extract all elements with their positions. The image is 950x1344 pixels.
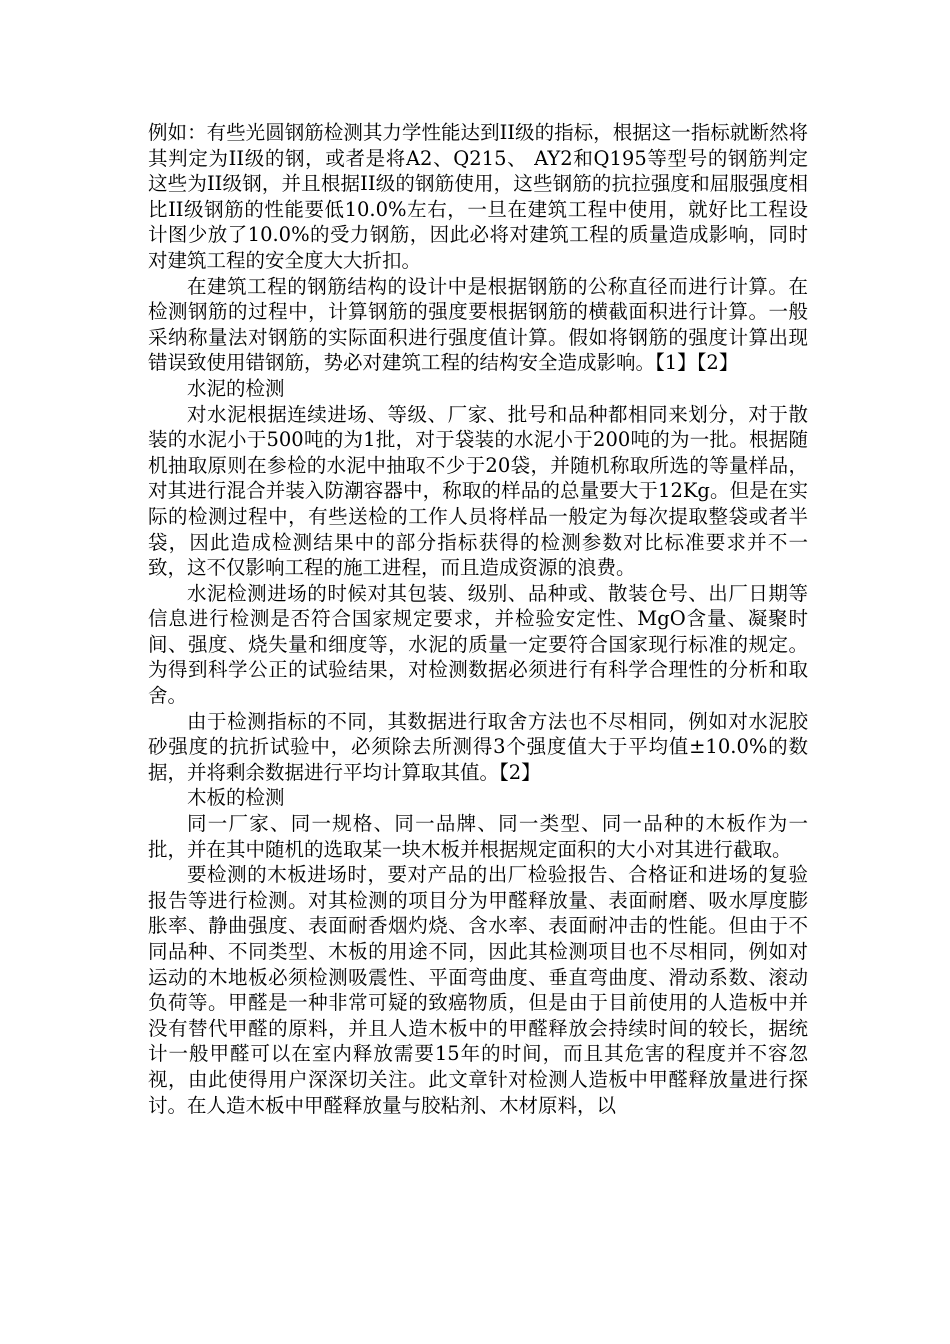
section-heading-cement: 水泥的检测 xyxy=(187,376,285,400)
body-paragraph-2: 在建筑工程的钢筋结构的设计中是根据钢筋的公称直径而进行计算。在检测钢筋的过程中，计算钢筋的强度要根据钢筋的横截面积进行计算。一般采纳称量法对钢筋的实际面积进行强度值计算。假如将钢筋的强度计算出现错误致使用错钢筋，势必对建筑工程的结构安全造成影响。【1】【2】 xyxy=(148,274,808,375)
body-paragraph-4: 水泥检测进场的时候对其包装、级别、品种或、散装仓号、出厂日期等信息进行检测是否符合国家规定要求，并检验安定性、MgO含量、凝聚时间、强度、烧失量和细度等，水泥的质量一定要符合国家现行标准的规定。为得到科学公正的试验结果，对检测数据必须进行有科学合理性的分析和取舍。 xyxy=(148,581,808,708)
section-heading-wood: 木板的检测 xyxy=(187,786,285,810)
body-paragraph-6: 同一厂家、同一规格、同一品牌、同一类型、同一品种的木板作为一批，并在其中随机的选取某一块木板并根据规定面积的大小对其进行截取。 xyxy=(148,812,808,861)
document-page xyxy=(148,120,808,1118)
body-paragraph-1: 例如：有些光圆钢筋检测其力学性能达到II级的指标，根据这一指标就断然将其判定为II级的钢，或者是将A2、Q215、 AY2和Q195等型号的钢筋判定这些为II级钢，并且根据II级的钢筋使用，这些钢筋的抗拉强度和屈服强度相比II级钢筋的性能要低10.0%左右，一旦在建筑工程中使用，就好比工程设计图少放了10.0%的受力钢筋，因此必将对建筑工程的质量造成影响，同时对建筑工程的安全度大大折扣。 xyxy=(148,121,808,272)
body-paragraph-5: 由于检测指标的不同，其数据进行取舍方法也不尽相同，例如对水泥胶砂强度的抗折试验中，必须除去所测得3个强度值大于平均值±10.0%的数据，并将剩余数据进行平均计算取其值。【2】 xyxy=(148,709,808,784)
body-paragraph-3: 对水泥根据连续进场、等级、厂家、批号和品种都相同来划分，对于散装的水泥小于500吨的为1批，对于袋装的水泥小于200吨的为一批。根据随机抽取原则在参检的水泥中抽取不少于20袋，并随机称取所选的等量样品，对其进行混合并装入防潮容器中，称取的样品的总量要大于12Kg。但是在实际的检测过程中，有些送检的工作人员将样品一般定为每次提取整袋或者半袋，因此造成检测结果中的部分指标获得的检测参数对比标准要求并不一致，这不仅影响工程的施工进程，而且造成资源的浪费。 xyxy=(148,402,808,580)
body-paragraph-7: 要检测的木板进场时，要对产品的出厂检验报告、合格证和进场的复验报告等进行检测。对其检测的项目分为甲醛释放量、表面耐磨、吸水厚度膨胀率、静曲强度、表面耐香烟灼烧、含水率、表面耐冲击的性能。但由于不同品种、不同类型、木板的用途不同，因此其检测项目也不尽相同，例如对运动的木地板必须检测吸震性、平面弯曲度、垂直弯曲度、滑动系数、滚动负荷等。甲醛是一种非常可疑的致癌物质，但是由于目前使用的人造板中并没有替代甲醛的原料，并且人造木板中的甲醛释放会持续时间的较长，据统计一般甲醛可以在室内释放需要15年的时间，而且其危害的程度并不容忽视，由此使得用户深深切关注。此文章针对检测人造板中甲醛释放量进行探讨。在人造木板中甲醛释放量与胶粘剂、木材原料，以 xyxy=(148,863,808,1117)
